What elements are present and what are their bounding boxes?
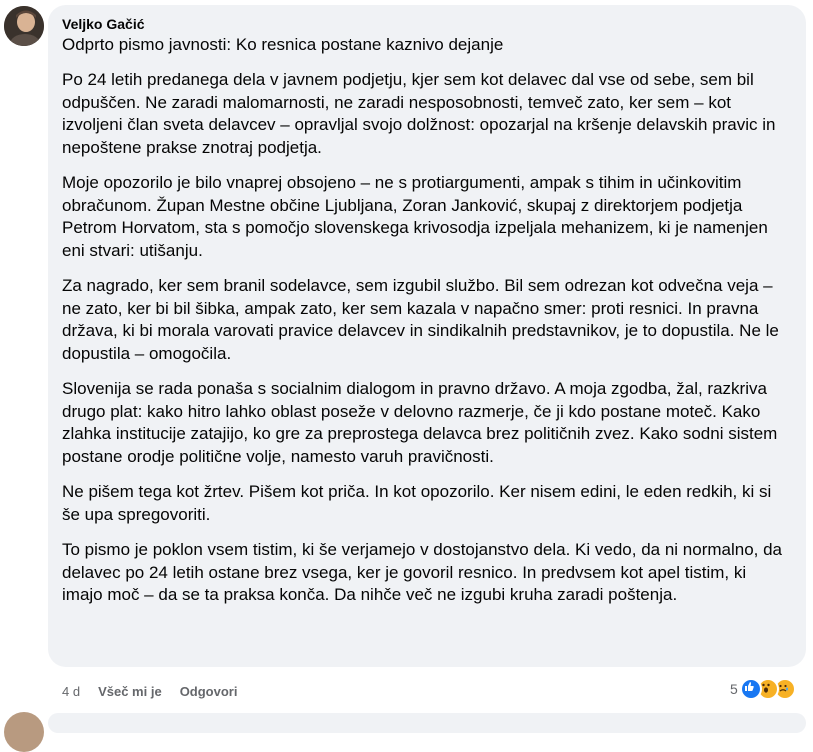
comment-paragraph-3: Za nagrado, ker sem branil sodelavce, sem izgubil službo. Bil sem odrezan kot odvečna veja – ne zato, ker bi bil šibka, ampak zato, ker sem kazala v napačno smer: proti resnici. In pravna država, ki bi morala varovati pravice delavcev in sindikalnih predstavnikov, je to dopustila. Ne le dopustila – omogočila. bbox=[62, 276, 779, 363]
comment-paragraph-4: Slovenija se rada ponaša s socialnim dialogom in pravno državo. A moja zgodba, žal, razkriva drugo plat: kako hitro lahko oblast poseže v delovno razmerje, če ji kdo postane moteč. Kako zlahka institucije zatajijo, ko gre za preprostega delavca brez političnih zvez. Kako sodni sistem postane orodje politične volje, namesto varuh pravičnosti. bbox=[62, 379, 778, 466]
next-comment-bubble bbox=[48, 713, 806, 733]
reaction-count: 5 bbox=[730, 681, 738, 697]
comment-paragraph-1: Po 24 letih predanega dela v javnem podjetju, kjer sem kot delavec dal vse od sebe, sem bil odpuščen. Ne zaradi malomarnosti, ne zaradi nesposobnosti, temveč zato, ker sem – kot izvoljeni član sveta delavcev – opravljal svojo dolžnost: opozarjal na kršenje delavskih pravic in nepoštene prakse znotraj podjetja. bbox=[62, 70, 776, 157]
comment-paragraph-6: To pismo je poklon vsem tistim, ki še verjamejo v dostojanstvo dela. Ki vedo, da ni normalno, da delavec po 24 letih ostane brez vsega, ker je govoril resnico. In predvsem kot apel tistim, ki imajo moč – da se ta praksa konča. Da nihče več ne izgubi kruha zaradi poštenja. bbox=[62, 540, 783, 604]
comment-paragraph-5: Ne pišem tega kot žrtev. Pišem kot priča. In kot opozorilo. Ker nisem edini, le eden redkih, ki si še upa spregovoriti. bbox=[62, 482, 772, 524]
reactions-summary[interactable] bbox=[730, 678, 796, 700]
next-comment-avatar[interactable] bbox=[4, 712, 44, 752]
like-icon bbox=[740, 678, 762, 700]
comment-actions bbox=[62, 682, 255, 700]
comment-timestamp[interactable]: 4 d bbox=[62, 683, 81, 699]
reply-button[interactable]: Odgovori bbox=[179, 683, 238, 699]
comment-title: Odprto pismo javnosti: Ko resnica postane kaznivo dejanje bbox=[62, 35, 504, 54]
comment-paragraph-2: Moje opozorilo je bilo vnaprej obsojeno – ne s protiargumenti, ampak s tihim in učinkovitim obračunom. Župan Mestne občine Ljubljana, Zoran Janković, skupaj z direktorjem podjetja Petrom Horvatom, sta s pomočjo slovenskega krivosodja izpeljala mehanizem, ki je namenjen eni stvari: utišanju. bbox=[62, 173, 768, 260]
comment-bubble bbox=[48, 5, 806, 667]
comment-author[interactable]: Veljko Gačić bbox=[62, 16, 145, 32]
like-button[interactable]: Všeč mi je bbox=[98, 683, 162, 699]
author-avatar[interactable] bbox=[4, 6, 44, 46]
avatar-image bbox=[4, 6, 44, 46]
